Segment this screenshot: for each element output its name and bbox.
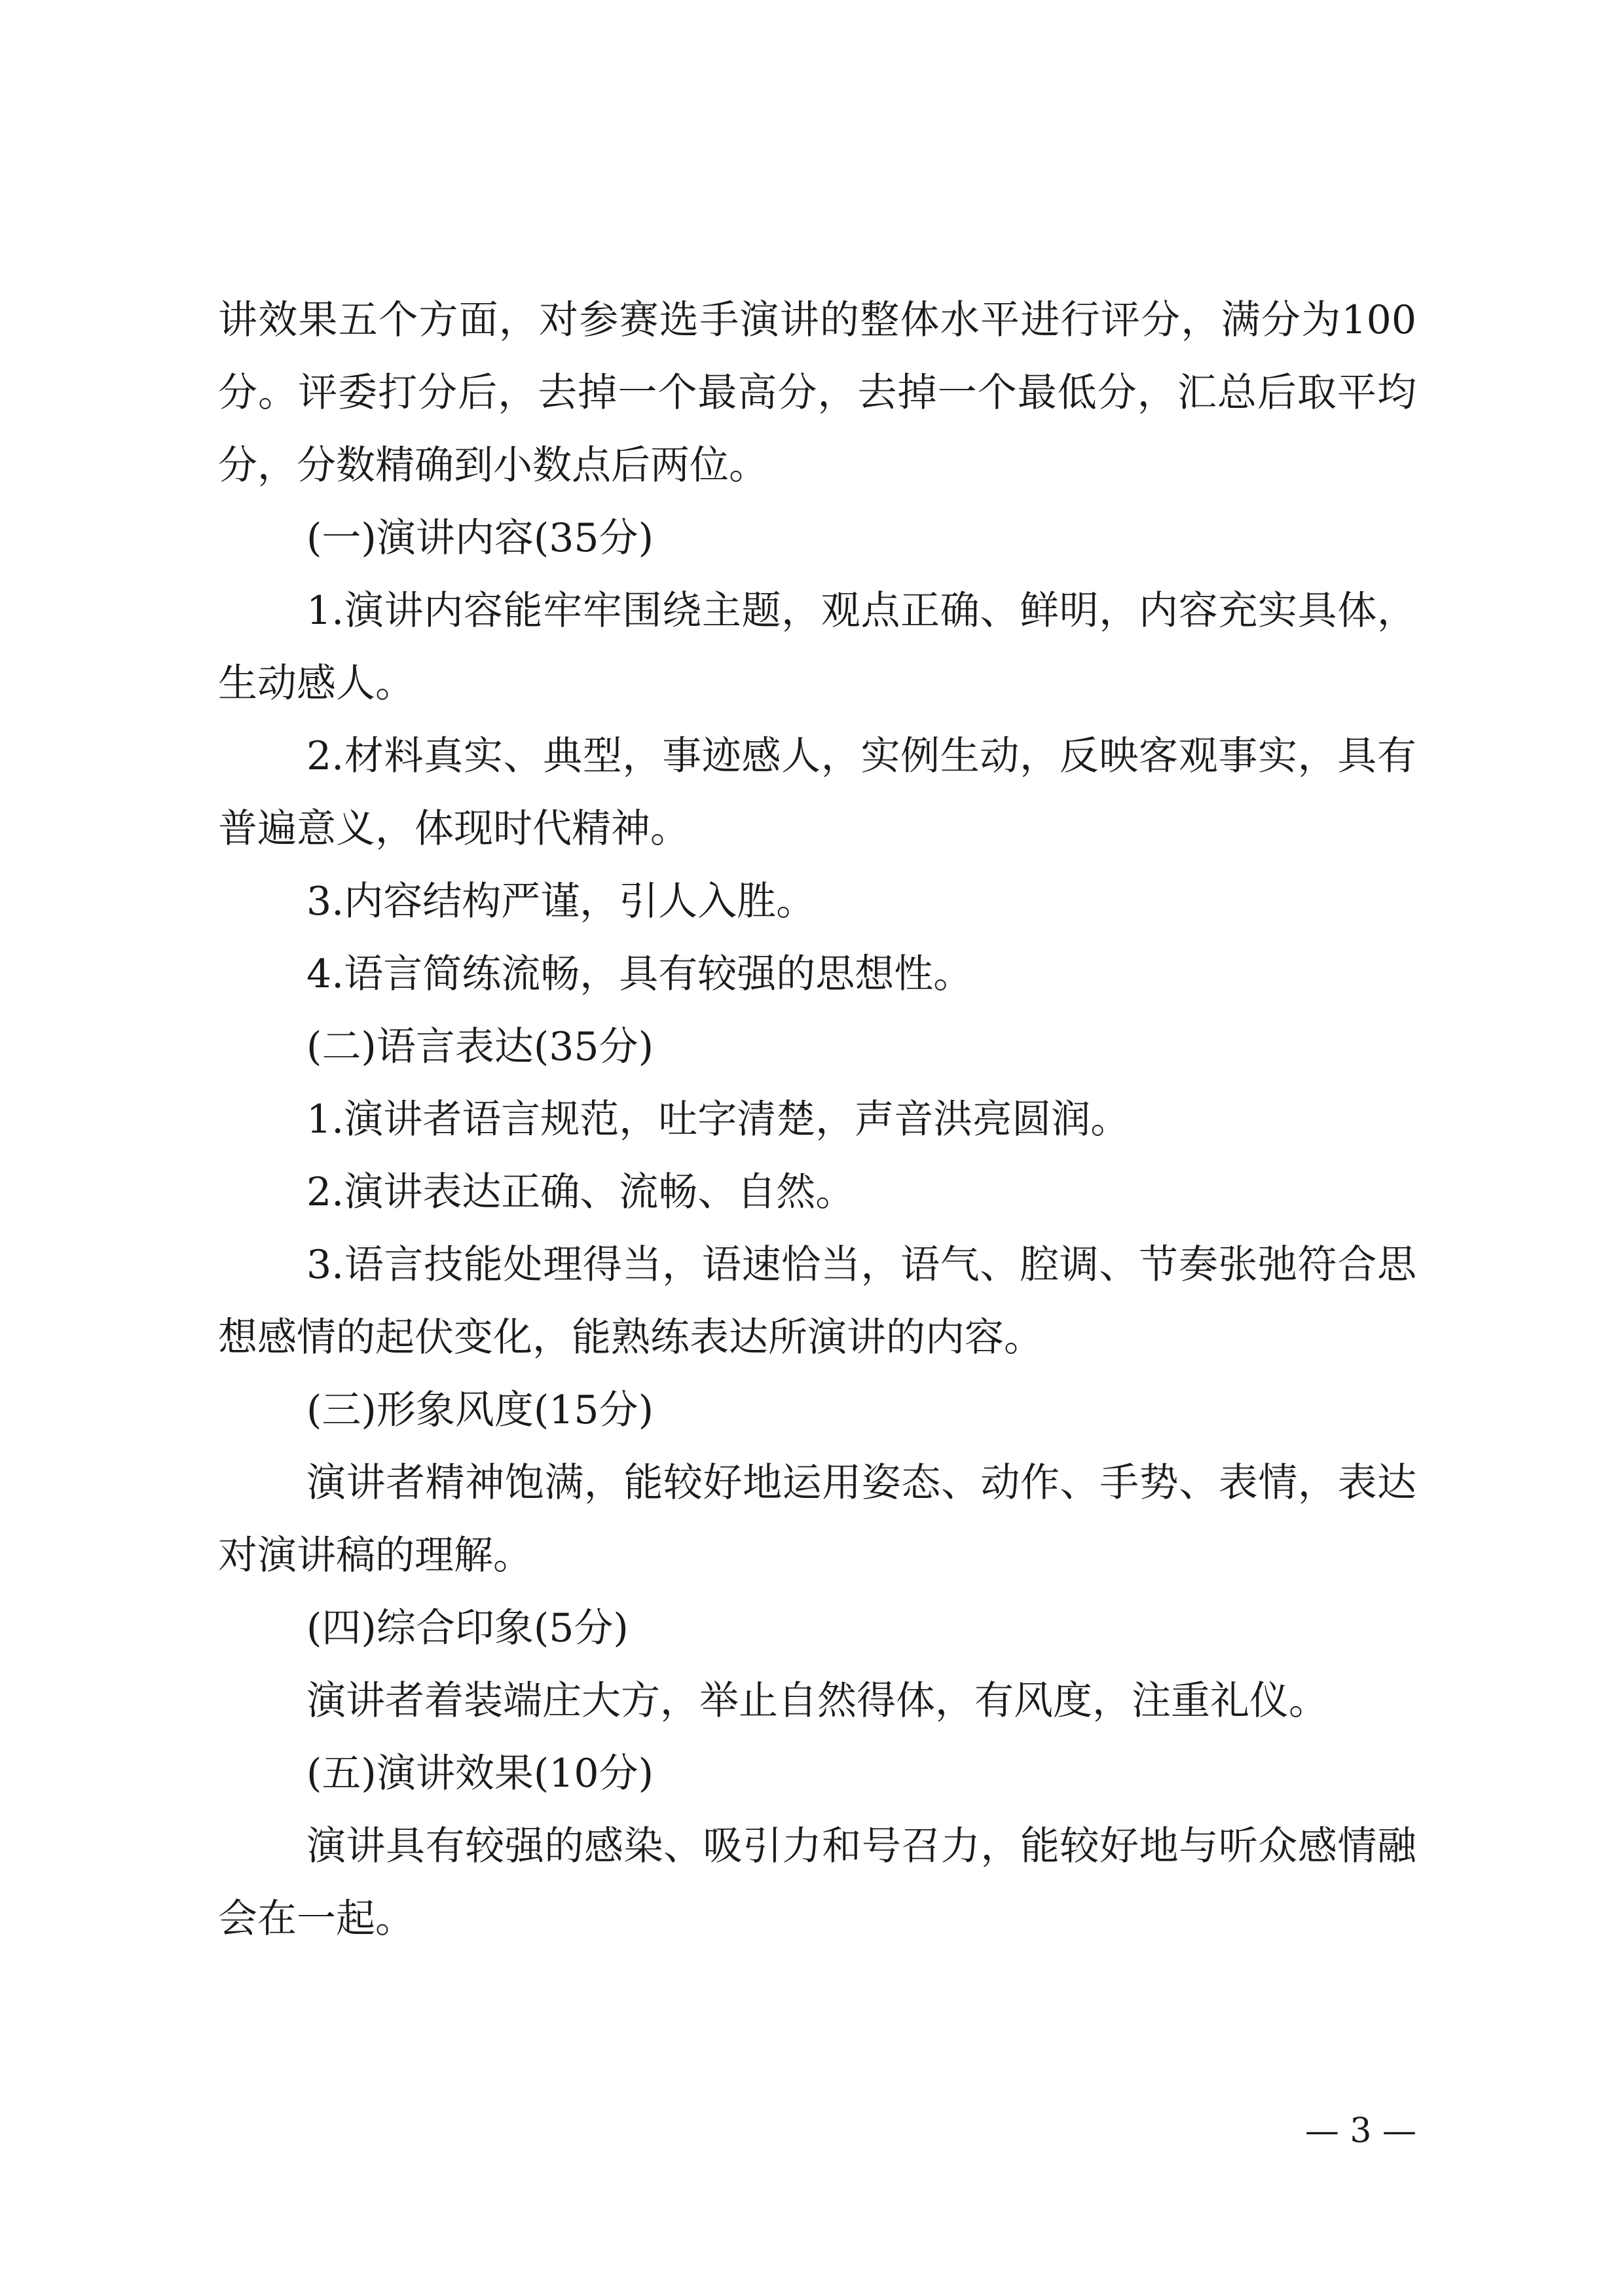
- paragraph-image-demeanor: 演讲者精神饱满，能较好地运用姿态、动作、手势、表情，表达对演讲稿的理解。: [218, 1460, 1416, 1578]
- page-number: — 3 —: [1304, 2111, 1416, 2151]
- paragraph-language-item-3: 3.语言技能处理得当，语速恰当，语气、腔调、节奏张弛符合思想感情的起伏变化，能熟练表达所演讲的内容。: [218, 1242, 1416, 1360]
- paragraph-language-item-1: 1.演讲者语言规范，吐字清楚，声音洪亮圆润。: [306, 1097, 1130, 1142]
- paragraph-scoring-intro: 讲效果五个方面，对参赛选手演讲的整体水平进行评分，满分为100分。评委打分后，去掉一个最高分，去掉一个最低分，汇总后取平均分，分数精确到小数点后两位。: [218, 297, 1416, 488]
- heading-language-expression: (二)语言表达(35分): [306, 1024, 654, 1070]
- paragraph-content-item-4: 4.语言简练流畅，具有较强的思想性。: [306, 951, 973, 997]
- heading-overall-impression: (四)综合印象(5分): [306, 1605, 629, 1651]
- paragraph-content-item-3: 3.内容结构严谨，引人入胜。: [306, 879, 816, 924]
- paragraph-content-item-1: 1.演讲内容能牢牢围绕主题，观点正确、鲜明，内容充实具体，生动感人。: [218, 588, 1416, 706]
- paragraph-overall-impression: 演讲者着装端庄大方，举止自然得体，有风度，注重礼仪。: [306, 1678, 1328, 1724]
- paragraph-language-item-2: 2.演讲表达正确、流畅、自然。: [306, 1169, 855, 1215]
- heading-speech-effect: (五)演讲效果(10分): [306, 1751, 654, 1796]
- document-body: [218, 284, 1416, 1956]
- heading-speech-content: (一)演讲内容(35分): [306, 515, 654, 561]
- paragraph-speech-effect: 演讲具有较强的感染、吸引力和号召力，能较好地与听众感情融会在一起。: [218, 1823, 1416, 1942]
- paragraph-content-item-2: 2.材料真实、典型，事迹感人，实例生动，反映客观事实，具有普遍意义，体现时代精神。: [218, 733, 1416, 852]
- heading-image-demeanor: (三)形象风度(15分): [306, 1387, 654, 1433]
